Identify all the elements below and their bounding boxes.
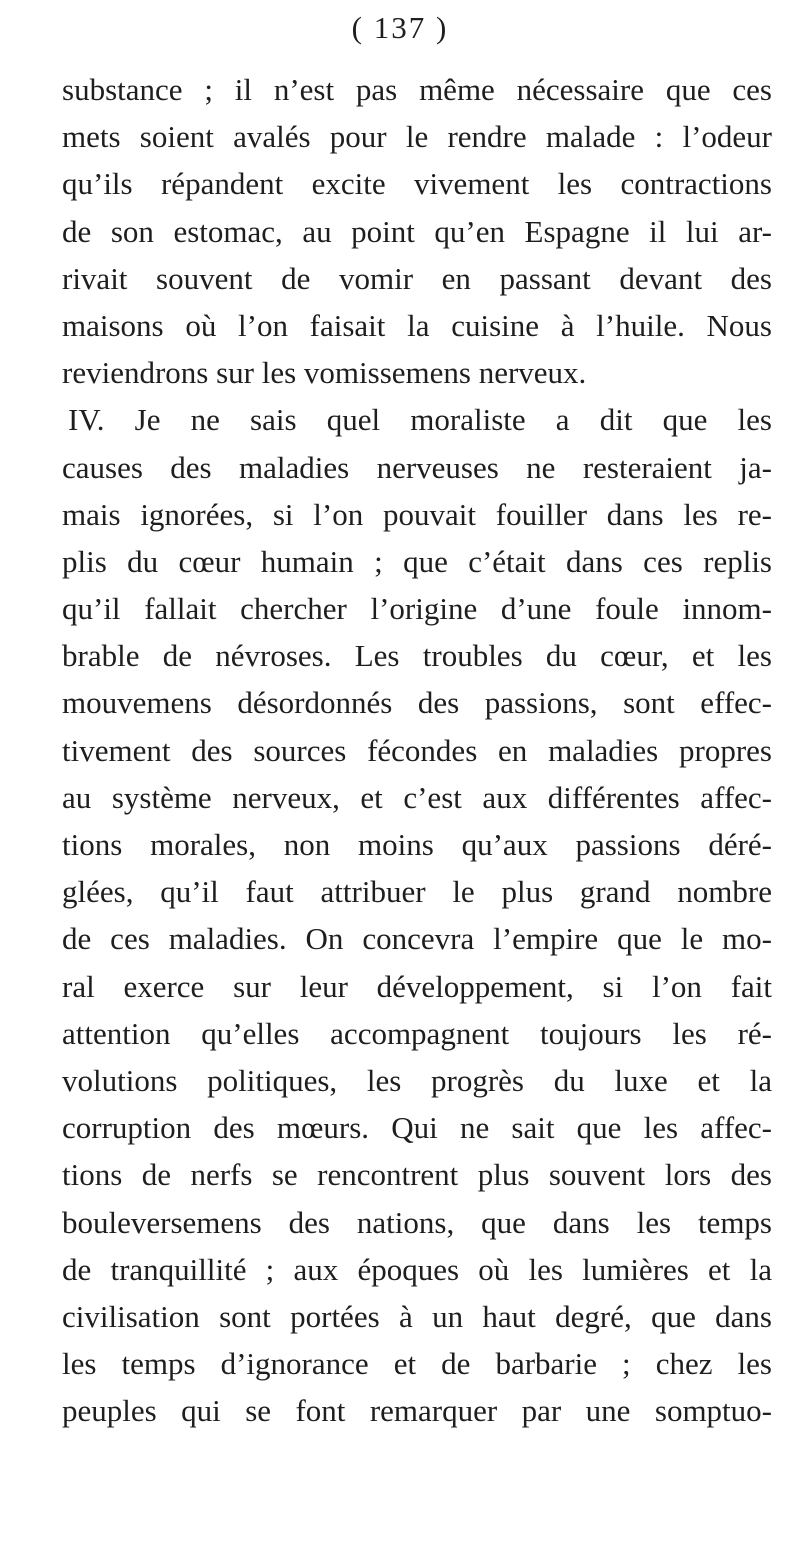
text-line: maisons où l’on faisait la cuisine à l’huile. Nous bbox=[62, 307, 772, 343]
text-line: tivement des sources fécondes en maladies propres bbox=[62, 732, 772, 768]
text-line: mouvemens désordonnés des passions, sont effec- bbox=[62, 685, 772, 721]
text-line: au système nerveux, et c’est aux différentes affec- bbox=[62, 779, 772, 815]
text-line: tions de nerfs se rencontrent plus souvent lors des bbox=[62, 1157, 772, 1193]
text-line: qu’ils répandent excite vivement les contractions bbox=[62, 166, 772, 202]
text-line: de son estomac, au point qu’en Espagne il lui ar- bbox=[62, 213, 772, 249]
paragraph-end-line: reviendrons sur les vomissemens nerveux. bbox=[62, 355, 587, 391]
text-line: plis du cœur humain ; que c’était dans ces replis bbox=[62, 543, 772, 579]
text-line: attention qu’elles accompagnent toujours les ré- bbox=[62, 1015, 772, 1051]
text-line: qu’il fallait chercher l’origine d’une foule innom- bbox=[62, 591, 772, 627]
text-line: mais ignorées, si l’on pouvait fouiller dans les re- bbox=[62, 496, 772, 532]
text-line: tions morales, non moins qu’aux passions déré- bbox=[62, 827, 772, 862]
text-line: corruption des mœurs. Qui ne sait que les affec- bbox=[62, 1110, 772, 1146]
text-line: de ces maladies. On concevra l’empire que le mo- bbox=[62, 921, 772, 957]
page-number: ( 137 ) bbox=[351, 10, 449, 45]
text-line: de tranquillité ; aux époques où les lumières et la bbox=[62, 1251, 772, 1287]
body-text bbox=[62, 66, 772, 1434]
text-line: ral exerce sur leur développement, si l’on fait bbox=[62, 968, 772, 1004]
text-line: rivait souvent de vomir en passant devant des bbox=[62, 260, 772, 296]
text-line: glées, qu’il faut attribuer le plus grand nombre bbox=[62, 874, 772, 910]
text-line: substance ; il n’est pas même nécessaire que ces bbox=[62, 72, 772, 107]
text-line: causes des maladies nerveuses ne resteraient ja- bbox=[62, 449, 772, 485]
text-line: bouleversemens des nations, que dans les temps bbox=[62, 1204, 772, 1240]
text-line: volutions politiques, les progrès du luxe et la bbox=[62, 1062, 772, 1098]
text-line: les temps d’ignorance et de barbarie ; chez les bbox=[62, 1346, 772, 1382]
text-line: brable de névroses. Les troubles du cœur, et les bbox=[62, 638, 772, 674]
text-line: civilisation sont portées à un haut degré, que dans bbox=[62, 1298, 772, 1334]
text-line: IV. Je ne sais quel moraliste a dit que les bbox=[68, 402, 772, 438]
text-line: mets soient avalés pour le rendre malade : l’odeur bbox=[62, 119, 772, 155]
text-line: peuples qui se font remarquer par une somptuo- bbox=[62, 1393, 772, 1429]
